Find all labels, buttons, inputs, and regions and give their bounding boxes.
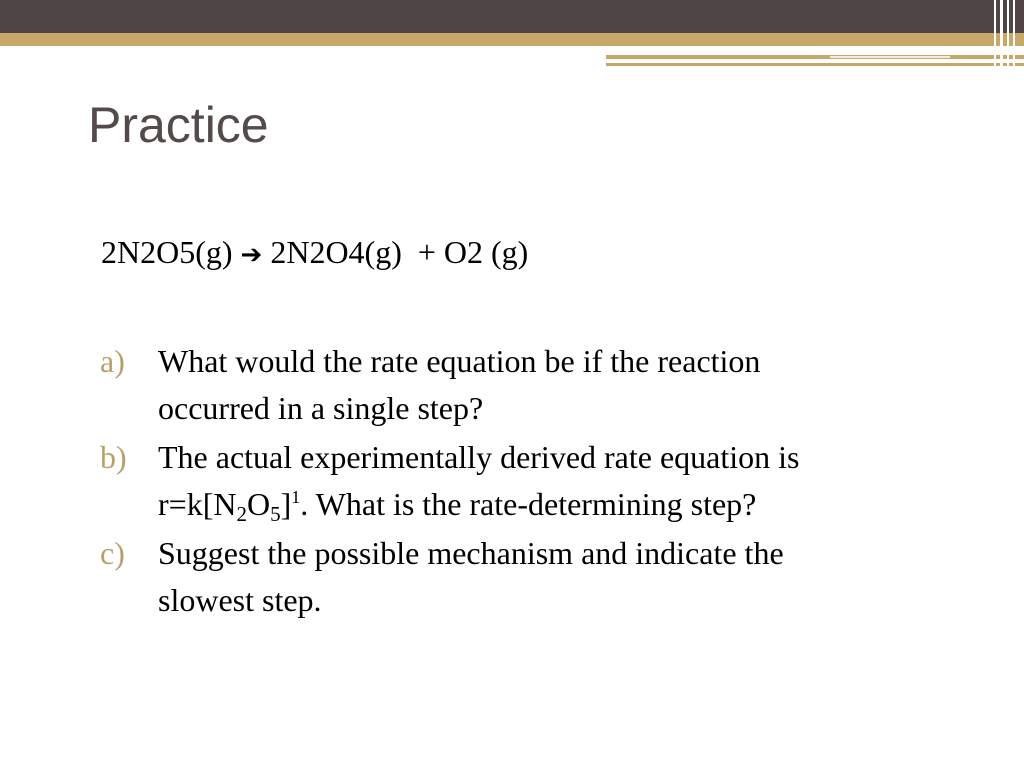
question-text-mid: O [246,486,271,522]
header-highlight-line [830,56,950,58]
question-text-after: . What is the rate-determining step? [300,486,757,522]
question-text: The actual experimentally derived rate equation is r=k[N [158,439,800,522]
slide-title: Practice [88,97,269,153]
vertical-bar [1013,0,1015,70]
question-text: Suggest the possible mechanism and indicate the slowest step. [158,535,784,618]
vertical-bar [1000,0,1003,70]
header-gold-strip-lower [606,63,1024,66]
header-gold-strip [606,55,1024,59]
header-dark-bar [0,0,1024,33]
list-marker: b) [100,439,127,475]
question-text-close: ] [280,486,292,522]
subscript: 2 [236,502,247,526]
vertical-bar [1007,0,1009,70]
header-gold-band [0,33,1024,46]
header-vertical-bars [992,0,1024,70]
arrow-icon: ➔ [240,240,263,270]
equation-products: 2N2O4(g) + O2 (g) [262,234,529,270]
list-marker: c) [100,535,125,571]
equation-reactants: 2N2O5(g) [101,234,241,270]
superscript: 1 [291,487,301,507]
question-item-b [100,434,880,528]
vertical-bar [994,0,996,70]
question-item-a [100,338,880,432]
subscript: 5 [270,502,281,526]
question-text: What would the rate equation be if the reaction occurred in a single step? [158,343,761,426]
question-list [100,338,880,626]
list-marker: a) [100,343,125,379]
chemical-equation [101,233,528,271]
question-item-c [100,530,880,624]
